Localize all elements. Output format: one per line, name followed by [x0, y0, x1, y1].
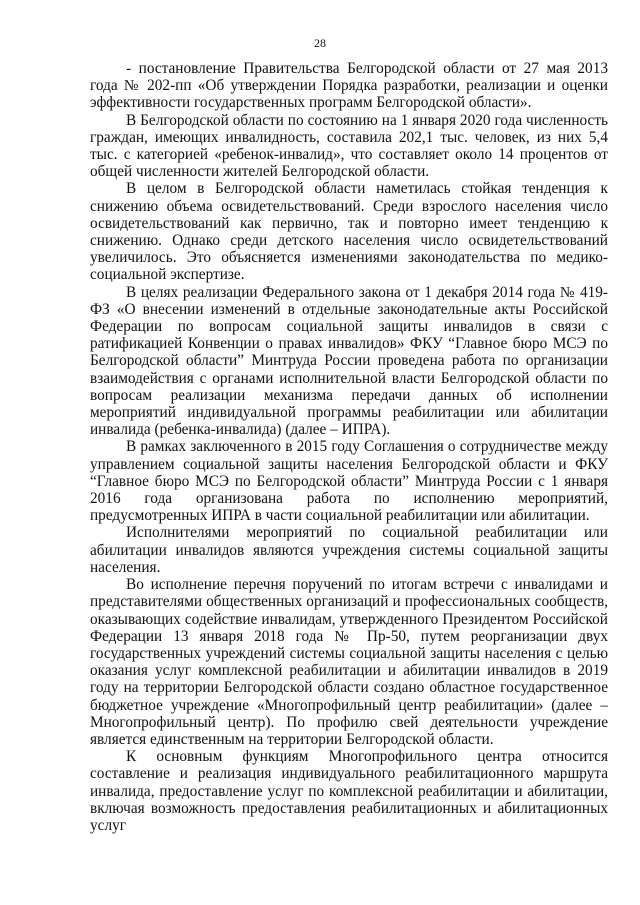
page-number: 28 — [314, 36, 326, 50]
paragraph-center-creation: Во исполнение перечня поручений по итогам встречи с инвалидами и представителями общественных организаций и профессиональных сообществ, оказывающих содействие инвалидам, утвержденного Президентом Российской Федерации 13 января 2018 года № Пр-50, путем реорганизации двух государственных учреждений системы социальной защиты населения с целью оказания услуг комплексной реабилитации и абилитации инвалидов в 2019 году на территории Белгородской области создано областное государственное бюджетное учреждение «Многопрофильный центр реабилитации» (далее – Многопрофильный центр). По профилю свей деятельности учреждение является единственным на территории Белгородской области. — [90, 576, 608, 748]
paragraph-cooperation-agreement: В рамках заключенного в 2015 году Соглашения о сотрудничестве между управлением социальной защиты населения Белгородской области и ФКУ “Главное бюро МСЭ по Белгородской области” Минтруда России с 1 января 2016 года организована работа по исполнению мероприятий, предусмотренных ИПРА в части социальной реабилитации или абилитации. — [90, 438, 608, 525]
document-body — [90, 60, 608, 834]
paragraph-center-functions: К основным функциям Многопрофильного центра относится составление и реализация индивидуального реабилитационного маршрута инвалида, предоставление услуг по комплексной реабилитации и абилитации, включая возможность предоставления реабилитационных и абилитационных услуг — [90, 748, 608, 834]
paragraph-disability-statistics: В Белгородской области по состоянию на 1 января 2020 года численность граждан, имеющих инвалидность, составила 202,1 тыс. человек, из них 5,4 тыс. с категорией «ребенок-инвалид», что составляет около 14 процентов от общей численности жителей Белгородской области. — [90, 111, 608, 181]
paragraph-examination-trend: В целом в Белгородской области наметилась стойкая тенденция к снижению объема освидетельствований. Среди взрослого населения число освидетельствований как первично, так и повторно имеет тенденцию к снижению. Однако среди детского населения число освидетельствований увеличилось. Это объясняется изменениями законодательства по медико-социальной экспертизе. — [90, 180, 608, 284]
paragraph-federal-law: В целях реализации Федерального закона от 1 декабря 2014 года № 419-ФЗ «О внесении изменений в отдельные законодательные акты Российской Федерации по вопросам социальной защиты инвалидов в связи с ратификацией Конвенции о правах инвалидов» ФКУ “Главное бюро МСЭ по Белгородской области” Минтруда России проведена работа по организации взаимодействия с органами исполнительной власти Белгородской области по вопросам реализации механизма передачи данных об исполнении мероприятий индивидуальной программы реабилитации или абилитации инвалида (ребенка-инвалида) (далее – ИПРА). — [90, 283, 608, 439]
paragraph-decree-reference: - постановление Правительства Белгородской области от 27 мая 2013 года № 202-пп «Об утверждении Порядка разработки, реализации и оценки эффективности государственных программ Белгородской области». — [90, 60, 608, 112]
paragraph-executors: Исполнителями мероприятий по социальной реабилитации или абилитации инвалидов являются учреждения системы социальной защиты населения. — [90, 524, 608, 576]
